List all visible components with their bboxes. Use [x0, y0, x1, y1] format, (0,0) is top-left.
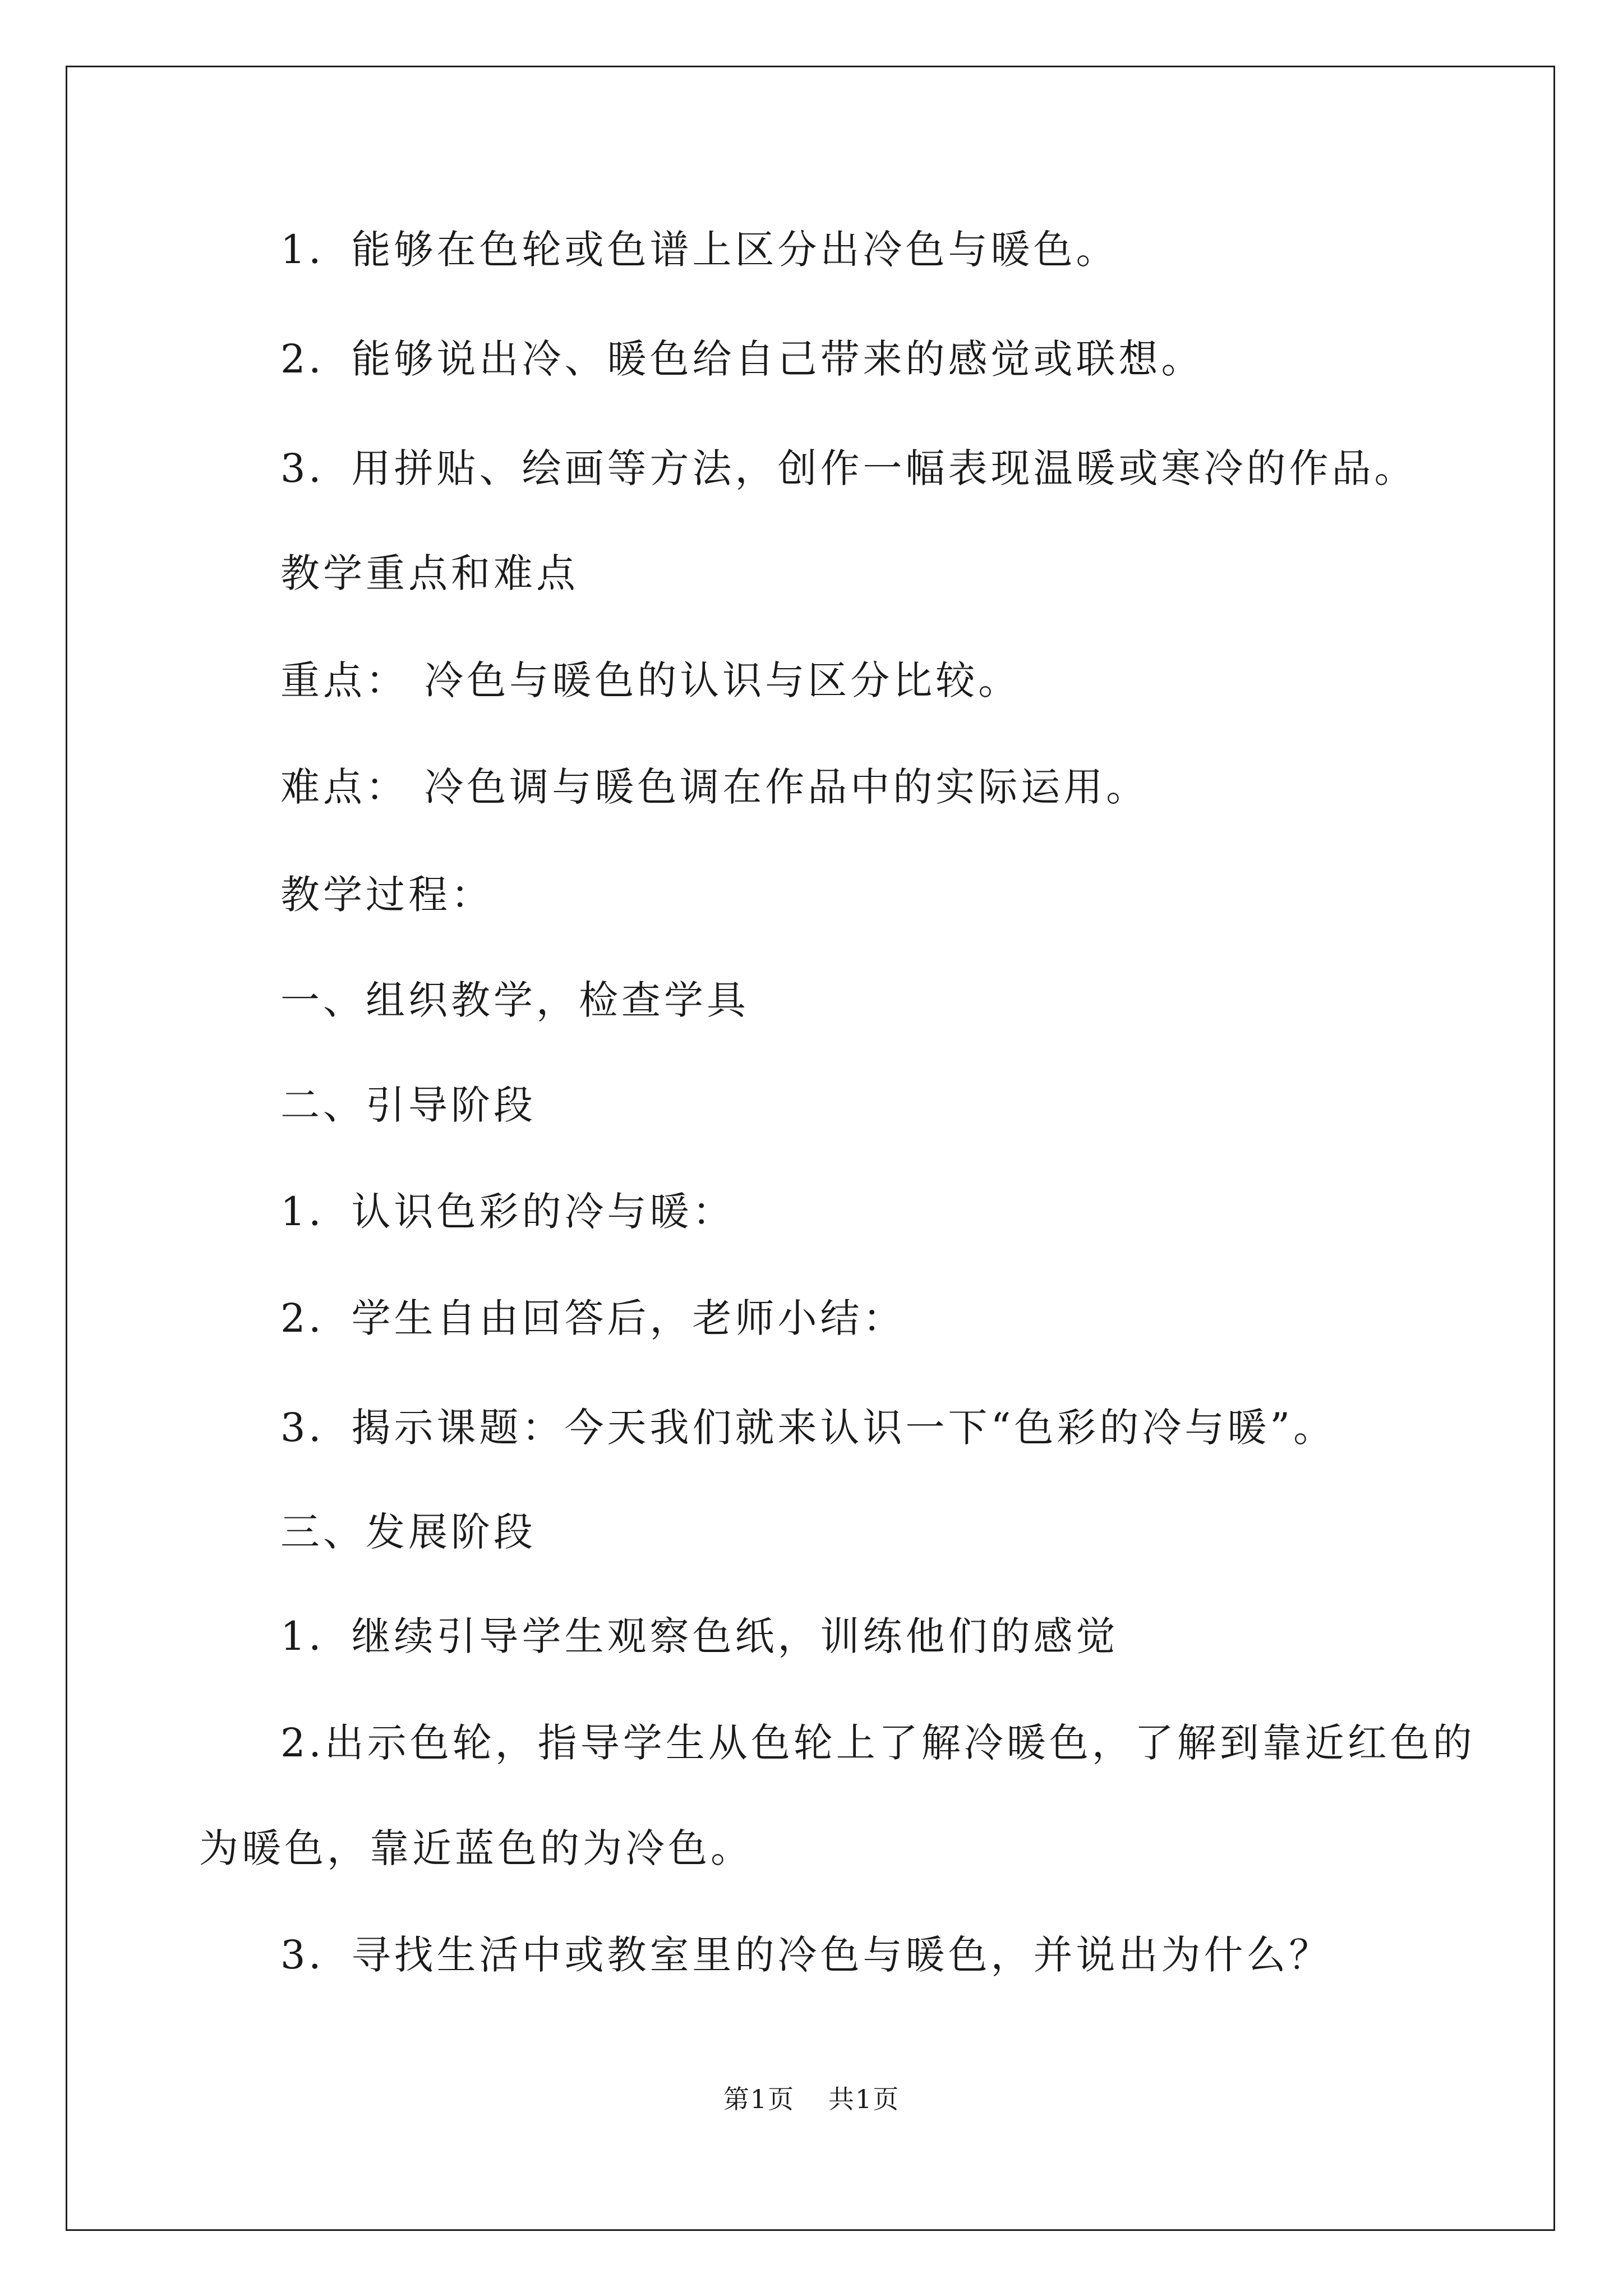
objective-3: 3．用拼贴、绘画等方法，创作一幅表现温暖或寒冷的作品。 [280, 445, 1417, 491]
step-3-item-2: 2.出示色轮，指导学生从色轮上了解冷暖色，了解到靠近红色的 [280, 1720, 1476, 1766]
step-1-heading: 一、组织教学，检查学具 [280, 977, 749, 1023]
page-footer [0, 2082, 1623, 2116]
step-3-item-3: 3．寻找生活中或教室里的冷色与暖色，并说出为什么？ [280, 1932, 1332, 1978]
step-2-heading: 二、引导阶段 [280, 1082, 536, 1128]
step-2-item-2: 2．学生自由回答后，老师小结： [280, 1295, 906, 1341]
step-2-item-1: 1．认识色彩的冷与暖： [280, 1189, 735, 1235]
difficult-point: 难点： 冷色调与暖色调在作品中的实际运用。 [280, 764, 1149, 810]
objective-2: 2．能够说出冷、暖色给自己带来的感觉或联想。 [280, 336, 1204, 382]
key-point: 重点： 冷色与暖色的认识与区分比较。 [280, 657, 1021, 703]
step-2-item-3: 3．揭示课题：今天我们就来认识一下“色彩的冷与暖”。 [280, 1405, 1336, 1451]
section-heading-key-points: 教学重点和难点 [280, 550, 579, 596]
objective-1: 1．能够在色轮或色谱上区分出冷色与暖色。 [280, 227, 1119, 273]
section-heading-process: 教学过程： [280, 872, 494, 918]
page-number-current: 第1页 [723, 2084, 795, 2114]
step-3-item-1: 1．继续引导学生观察色纸，训练他们的感觉 [280, 1613, 1119, 1659]
step-3-heading: 三、发展阶段 [280, 1509, 536, 1555]
step-3-item-2-continued: 为暖色，靠近蓝色的为冷色。 [199, 1825, 753, 1871]
page-number-total: 共1页 [828, 2084, 900, 2114]
